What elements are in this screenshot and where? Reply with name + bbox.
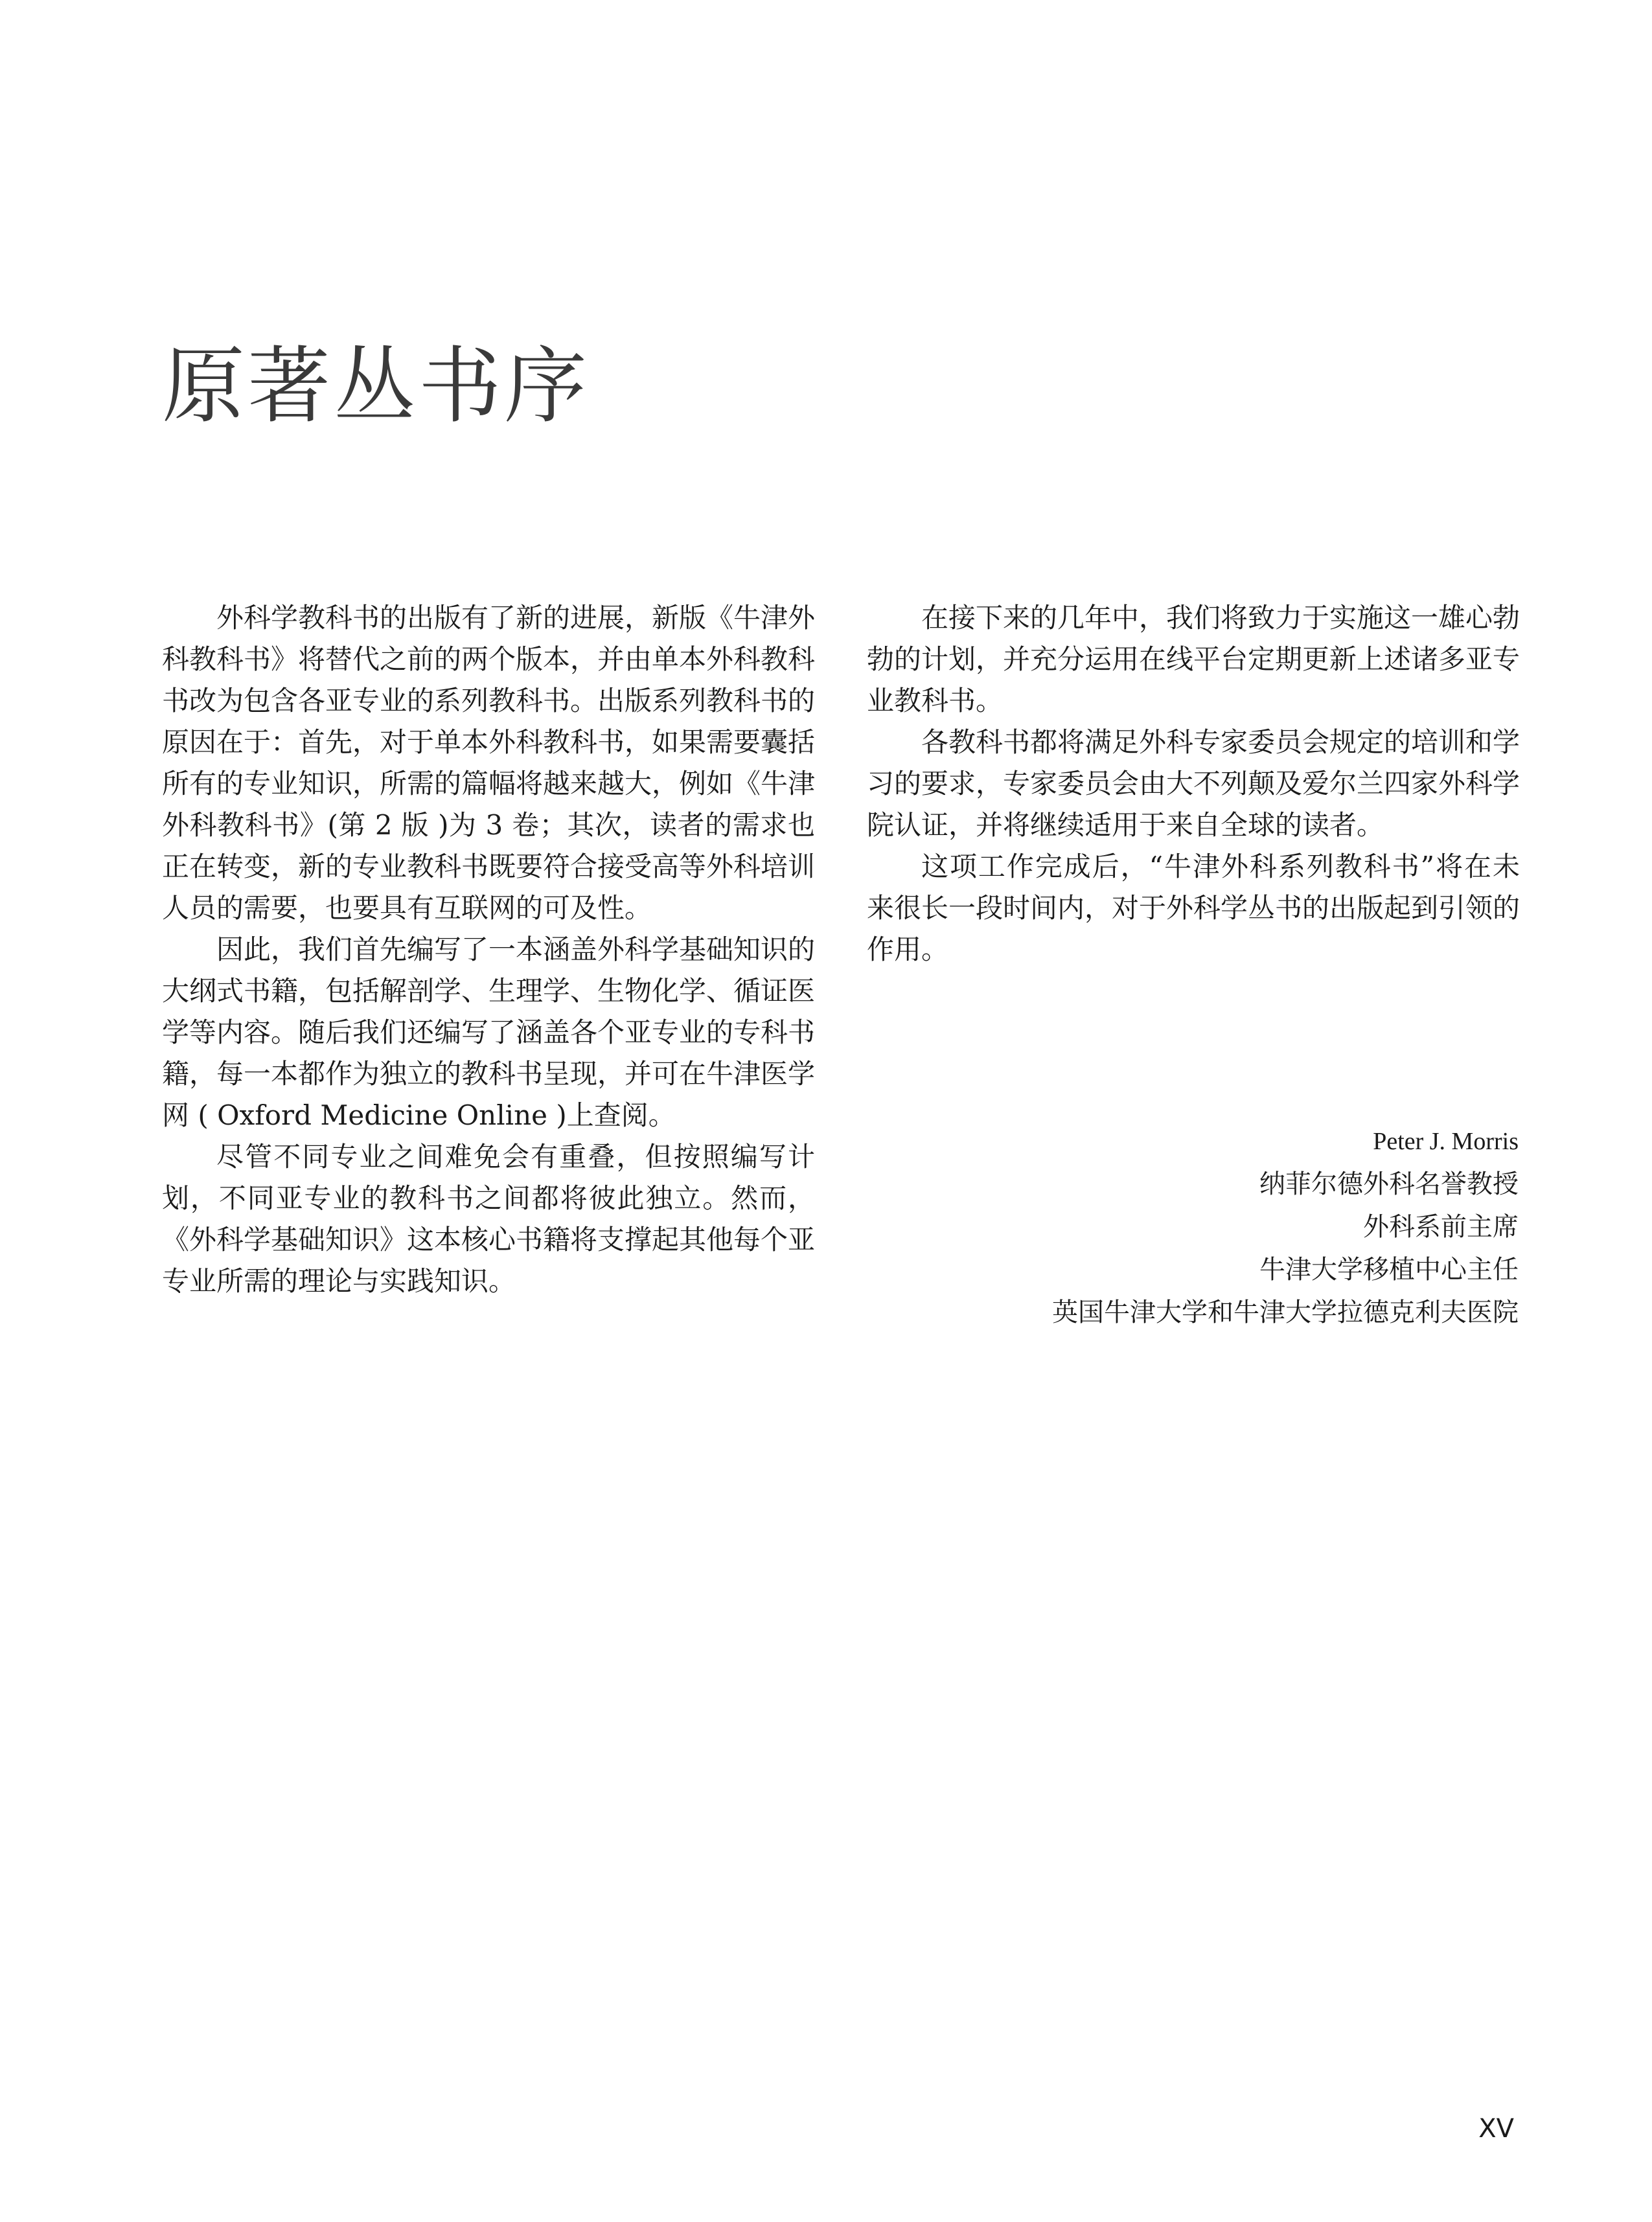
paragraph: 因此，我们首先编写了一本涵盖外科学基础知识的大纲式书籍，包括解剖学、生理学、生物化学、循证医学等内容。随后我们还编写了涵盖各个亚专业的专科书籍，每一本都作为独立的教科书呈现，并可在牛津医学网 ( Oxford Medicine Online )上查阅。	[162, 933, 816, 1131]
page-title: 原著丛书序	[162, 338, 590, 435]
paragraph: 外科学教科书的出版有了新的进展，新版《牛津外科教科书》将替代之前的两个版本，并由单本外科教科书改为包含各亚专业的系列教科书。出版系列教科书的原因在于：首先，对于单本外科教科书，如果需要囊括所有的专业知识，所需的篇幅将越来越大，例如《牛津外科教科书》(第 2 版 )为 3 卷；其次，读者的需求也正在转变，新的专业教科书既要符合接受高等外科培训人员的需要，也要具有互联网的可及性。	[162, 602, 816, 924]
author-title: 纳菲尔德外科名誉教授	[1259, 1169, 1519, 1199]
paragraph: 这项工作完成后，“牛津外科系列教科书”将在未来很长一段时间内，对于外科学丛书的出版起到引领的作用。	[867, 851, 1520, 965]
author-name: Peter J. Morris	[1373, 1128, 1519, 1155]
left-column	[162, 597, 815, 1302]
paragraph: 在接下来的几年中，我们将致力于实施这一雄心勃勃的计划，并充分运用在线平台定期更新上述诸多亚专业教科书。	[867, 602, 1520, 716]
author-affiliation: 英国牛津大学和牛津大学拉德克利夫医院	[1052, 1298, 1519, 1327]
paragraph: 尽管不同专业之间难免会有重叠，但按照编写计划，不同亚专业的教科书之间都将彼此独立。然而，《外科学基础知识》这本核心书籍将支撑起其他每个亚专业所需的理论与实践知识。	[162, 1141, 816, 1297]
paragraph: 各教科书都将满足外科专家委员会规定的培训和学习的要求，专家委员会由大不列颠及爱尔兰四家外科学院认证，并将继续适用于来自全球的读者。	[867, 726, 1520, 841]
author-title: 外科系前主席	[1363, 1212, 1519, 1242]
right-column	[867, 597, 1520, 970]
page-number: XV	[1478, 2114, 1514, 2144]
signature-block	[1052, 1120, 1519, 1334]
author-title: 牛津大学移植中心主任	[1259, 1255, 1519, 1285]
